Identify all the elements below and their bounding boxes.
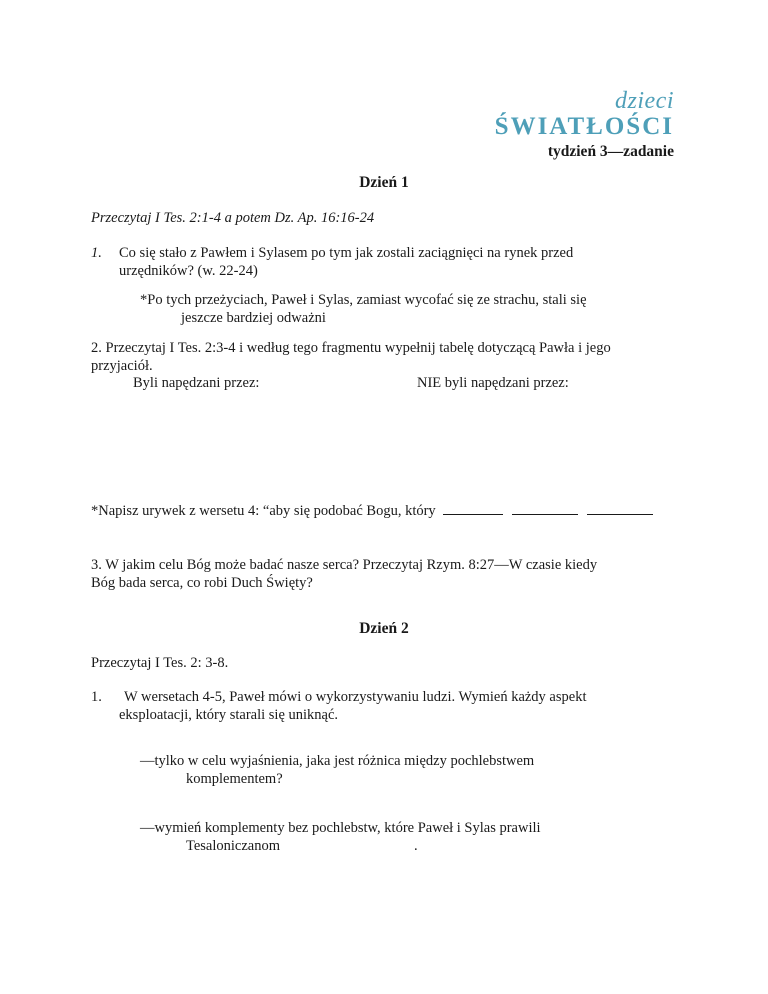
day1-q1-line1: Co się stało z Pawłem i Sylasem po tym jak zostali zaciągnięci na rynek przed [119,245,574,261]
day1-q2-line2: przyjaciół. [91,358,153,374]
day1-q3-line2: Bóg bada serca, co robi Duch Święty? [91,575,313,591]
day2-sub2-line1: —wymień komplementy bez pochlebstw, które Paweł i Sylas prawili [140,820,541,836]
day2-sub2-line2: Tesaloniczanom [186,838,281,854]
week-subtitle: tydzień 3—zadanie [547,143,674,160]
answer-blank-2[interactable] [512,502,578,515]
day2-q1-number: 1. [91,689,102,705]
day1-q3-line1: 3. W jakim celu Bóg może badać nasze serca? Przeczytaj Rzym. 8:27—W czasie kiedy [91,557,598,573]
day1-q2-line1: 2. Przeczytaj I Tes. 2:3-4 i według tego fragmentu wypełnij tabelę dotyczącą Pawła i jego [91,340,611,356]
day1-heading: Dzień 1 [359,174,409,191]
answer-blank-1[interactable] [443,502,503,515]
answer-blank-3[interactable] [587,502,653,515]
day1-q1-number: 1. [91,245,102,261]
day2-q1-line2: eksploatacji, który starali się uniknąć. [119,707,339,723]
day2-reading: Przeczytaj I Tes. 2: 3-8. [91,655,229,671]
day2-heading: Dzień 2 [359,620,409,637]
table-column-not-driven-by: NIE byli napędzani przez: [417,375,569,391]
day2-q1-line1: W wersetach 4-5, Paweł mówi o wykorzystywaniu ludzi. Wymień każdy aspekt [124,689,587,705]
day1-reading: Przeczytaj I Tes. 2:1-4 a potem Dz. Ap. 16:16-24 [91,210,375,226]
table-column-driven-by: Byli napędzani przez: [133,375,260,391]
day1-q1-line2: urzędników? (w. 22-24) [119,263,258,279]
day1-note-line2: jeszcze bardziej odważni [181,310,326,326]
brand-top-text: dzieci [615,88,674,114]
verse-prompt [91,502,653,520]
day2-sub2-period: . [414,838,418,854]
verse-prompt-text: *Napisz urywek z wersetu 4: “aby się podobać Bogu, który [91,503,436,519]
day1-note-line1: *Po tych przeżyciach, Paweł i Sylas, zamiast wycofać się ze strachu, stali się [140,292,587,308]
day2-sub1-line2: komplementem? [186,771,283,787]
day2-sub1-line1: —tylko w celu wyjaśnienia, jaka jest różnica między pochlebstwem [140,753,535,769]
brand-title: ŚWIATŁOŚCI [494,113,674,140]
